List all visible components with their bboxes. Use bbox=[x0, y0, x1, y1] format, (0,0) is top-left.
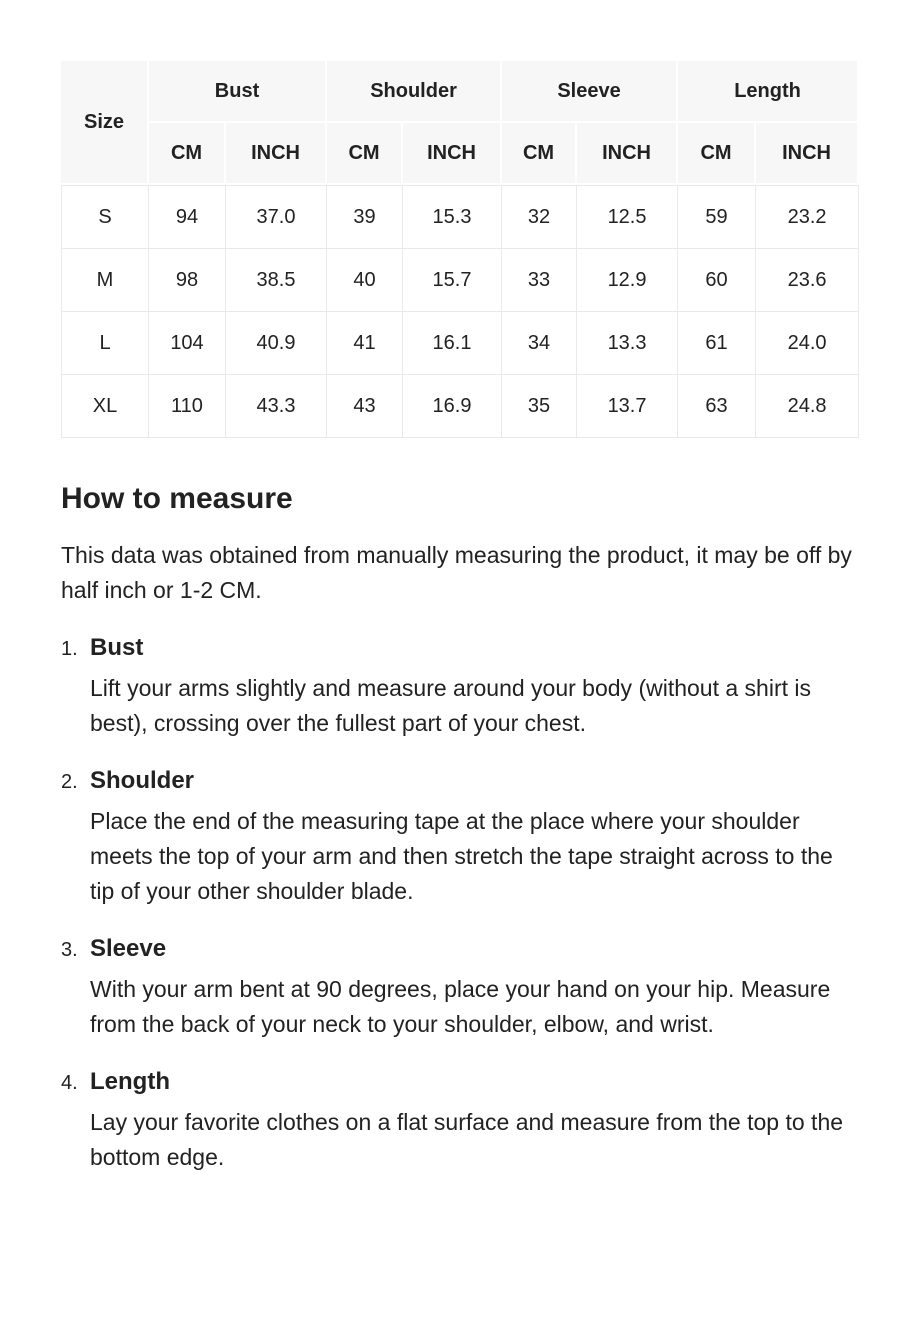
unit-header: INCH bbox=[403, 123, 502, 185]
bust-column-header: Bust bbox=[149, 61, 327, 123]
table-row-s bbox=[61, 185, 859, 249]
size-cell: XL bbox=[61, 375, 149, 438]
step-title: Length bbox=[90, 1068, 170, 1095]
step-description: Lift your arms slightly and measure around your body (without a shirt is best), crossing over the fullest part of your chest. bbox=[90, 675, 811, 736]
value-cell: 98 bbox=[149, 249, 226, 312]
unit-header: CM bbox=[327, 123, 403, 185]
size-cell: L bbox=[61, 312, 149, 375]
unit-header: INCH bbox=[577, 123, 678, 185]
value-cell: 23.6 bbox=[756, 249, 859, 312]
step-length bbox=[61, 1068, 859, 1175]
step-number: 1. bbox=[61, 638, 78, 660]
value-cell: 24.0 bbox=[756, 312, 859, 375]
unit-header: CM bbox=[678, 123, 756, 185]
value-cell: 13.3 bbox=[577, 312, 678, 375]
value-cell: 94 bbox=[149, 185, 226, 249]
step-header bbox=[61, 767, 859, 795]
sleeve-column-header: Sleeve bbox=[502, 61, 678, 123]
how-to-measure-heading: How to measure bbox=[61, 482, 293, 515]
value-cell: 63 bbox=[678, 375, 756, 438]
value-cell: 38.5 bbox=[226, 249, 327, 312]
unit-header: INCH bbox=[226, 123, 327, 185]
value-cell: 37.0 bbox=[226, 185, 327, 249]
value-cell: 15.3 bbox=[403, 185, 502, 249]
size-cell: M bbox=[61, 249, 149, 312]
measure-steps-list bbox=[61, 634, 859, 1175]
size-column-header: Size bbox=[61, 61, 149, 185]
unit-header: CM bbox=[149, 123, 226, 185]
value-cell: 16.1 bbox=[403, 312, 502, 375]
size-chart-table bbox=[61, 61, 859, 438]
table-row-l bbox=[61, 312, 859, 375]
step-description: Lay your favorite clothes on a flat surface and measure from the top to the bottom edge. bbox=[90, 1109, 844, 1170]
step-bust bbox=[61, 634, 859, 741]
value-cell: 33 bbox=[502, 249, 577, 312]
step-title: Shoulder bbox=[90, 767, 195, 794]
size-cell: S bbox=[61, 185, 149, 249]
step-shoulder bbox=[61, 767, 859, 909]
value-cell: 32 bbox=[502, 185, 577, 249]
step-number: 3. bbox=[61, 939, 78, 961]
value-cell: 40.9 bbox=[226, 312, 327, 375]
table-row-m bbox=[61, 249, 859, 312]
value-cell: 39 bbox=[327, 185, 403, 249]
value-cell: 34 bbox=[502, 312, 577, 375]
step-description: With your arm bent at 90 degrees, place your hand on your hip. Measure from the back of your neck to your shoulder, elbow, and wrist. bbox=[90, 976, 831, 1037]
step-header bbox=[61, 634, 859, 662]
unit-header: CM bbox=[502, 123, 577, 185]
length-column-header: Length bbox=[678, 61, 859, 123]
value-cell: 40 bbox=[327, 249, 403, 312]
step-header bbox=[61, 1068, 859, 1096]
step-sleeve bbox=[61, 935, 859, 1042]
value-cell: 16.9 bbox=[403, 375, 502, 438]
value-cell: 12.9 bbox=[577, 249, 678, 312]
value-cell: 43 bbox=[327, 375, 403, 438]
step-number: 4. bbox=[61, 1072, 78, 1094]
step-title: Sleeve bbox=[90, 935, 167, 962]
value-cell: 43.3 bbox=[226, 375, 327, 438]
value-cell: 24.8 bbox=[756, 375, 859, 438]
value-cell: 13.7 bbox=[577, 375, 678, 438]
value-cell: 61 bbox=[678, 312, 756, 375]
unit-header: INCH bbox=[756, 123, 859, 185]
value-cell: 35 bbox=[502, 375, 577, 438]
value-cell: 15.7 bbox=[403, 249, 502, 312]
value-cell: 104 bbox=[149, 312, 226, 375]
measure-header-row bbox=[61, 61, 859, 123]
step-header bbox=[61, 935, 859, 963]
value-cell: 59 bbox=[678, 185, 756, 249]
unit-header-row bbox=[61, 123, 859, 185]
measure-intro-text: This data was obtained from manually measuring the product, it may be off by half inch or 1-2 CM. bbox=[61, 542, 852, 603]
value-cell: 12.5 bbox=[577, 185, 678, 249]
value-cell: 41 bbox=[327, 312, 403, 375]
step-number: 2. bbox=[61, 771, 78, 793]
value-cell: 110 bbox=[149, 375, 226, 438]
value-cell: 60 bbox=[678, 249, 756, 312]
step-description: Place the end of the measuring tape at the place where your shoulder meets the top of your arm and then stretch the tape straight across to the tip of your other shoulder blade. bbox=[90, 808, 833, 904]
step-title: Bust bbox=[90, 634, 144, 661]
shoulder-column-header: Shoulder bbox=[327, 61, 502, 123]
value-cell: 23.2 bbox=[756, 185, 859, 249]
table-row-xl bbox=[61, 375, 859, 438]
